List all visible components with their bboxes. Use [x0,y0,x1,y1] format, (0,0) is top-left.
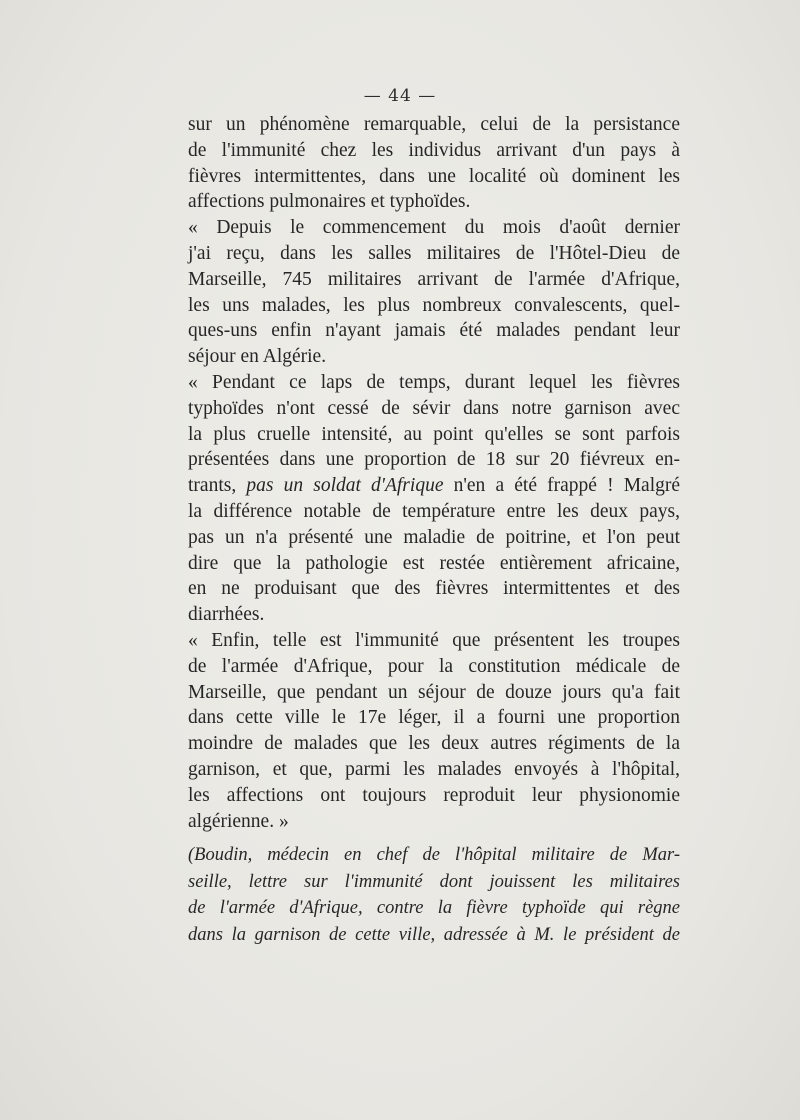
text-line: la plus cruelle intensité, au point qu'elles se sont parfois [188,423,680,445]
paragraph-3 [188,370,680,628]
text-line: garnison, et que, parmi les malades envoyés à l'hôpital, [188,758,680,780]
paragraph-4 [188,628,680,834]
text-fragment: n'en a été frappé ! Malgré [453,475,681,497]
text-line: Marseille, que pendant un séjour de douze jours qu'a fait [188,681,680,703]
body-text [188,112,680,834]
text-line: « Depuis le commencement du mois d'août dernier [188,217,680,239]
text-line: les affections ont toujours reproduit leur physionomie [188,784,680,806]
text-line: j'ai reçu, dans les salles militaires de l'Hôtel-Dieu de [188,242,680,264]
citation-block [188,842,680,948]
text-line: « Enfin, telle est l'immunité que présentent les troupes [188,629,680,651]
text-line: de l'immunité chez les individus arrivant d'un pays à [188,139,680,161]
paragraph-1 [188,112,680,215]
paragraph-2 [188,215,680,370]
emphasized-phrase: pas un soldat d'Afrique [246,475,444,497]
text-line: la différence notable de température entre les deux pays, [188,500,680,522]
text-line: en ne produisant que des fièvres intermittentes et des [188,578,680,600]
text-line: séjour en Algérie. [188,346,327,368]
text-fragment: trants, [188,475,237,497]
text-line: les uns malades, les plus nombreux convalescents, quel- [188,294,680,316]
text-line: dans cette ville le 17e léger, il a fourni une proportion [188,707,680,729]
text-line: typhoïdes n'ont cessé de sévir dans notre garnison avec [188,397,680,419]
citation-line: seille, lettre sur l'immunité dont jouissent les militaires [188,871,680,892]
text-line: présentées dans une proportion de 18 sur 20 fiévreux en- [188,449,680,471]
text-line: ques-uns enfin n'ayant jamais été malades pendant leur [188,320,680,342]
text-line: fièvres intermittentes, dans une localité où dominent les [188,165,680,187]
page-number: — 44 — [363,86,437,106]
text-line: sur un phénomène remarquable, celui de la persistance [188,114,680,135]
text-line: affections pulmonaires et typhoïdes. [188,191,471,213]
text-line: Marseille, 745 militaires arrivant de l'armée d'Afrique, [188,268,680,290]
text-line: pas un n'a présenté une maladie de poitrine, et l'on peut [188,526,680,548]
citation-line: de l'armée d'Afrique, contre la fièvre typhoïde qui règne [188,898,680,918]
text-line-with-emphasis [188,473,680,499]
text-line: « Pendant ce laps de temps, durant lequel les fièvres [188,371,680,393]
text-line: diarrhées. [188,604,265,626]
citation-line: dans la garnison de cette ville, adressée à M. le président de [188,924,680,945]
citation-line: (Boudin, médecin en chef de l'hôpital militaire de Mar- [188,845,680,865]
text-line: moindre de malades que les deux autres régiments de la [188,733,680,755]
text-line: algérienne. » [188,810,289,832]
text-line: dire que la pathologie est restée entièrement africaine, [188,552,680,574]
text-line: de l'armée d'Afrique, pour la constitution médicale de [188,655,680,677]
